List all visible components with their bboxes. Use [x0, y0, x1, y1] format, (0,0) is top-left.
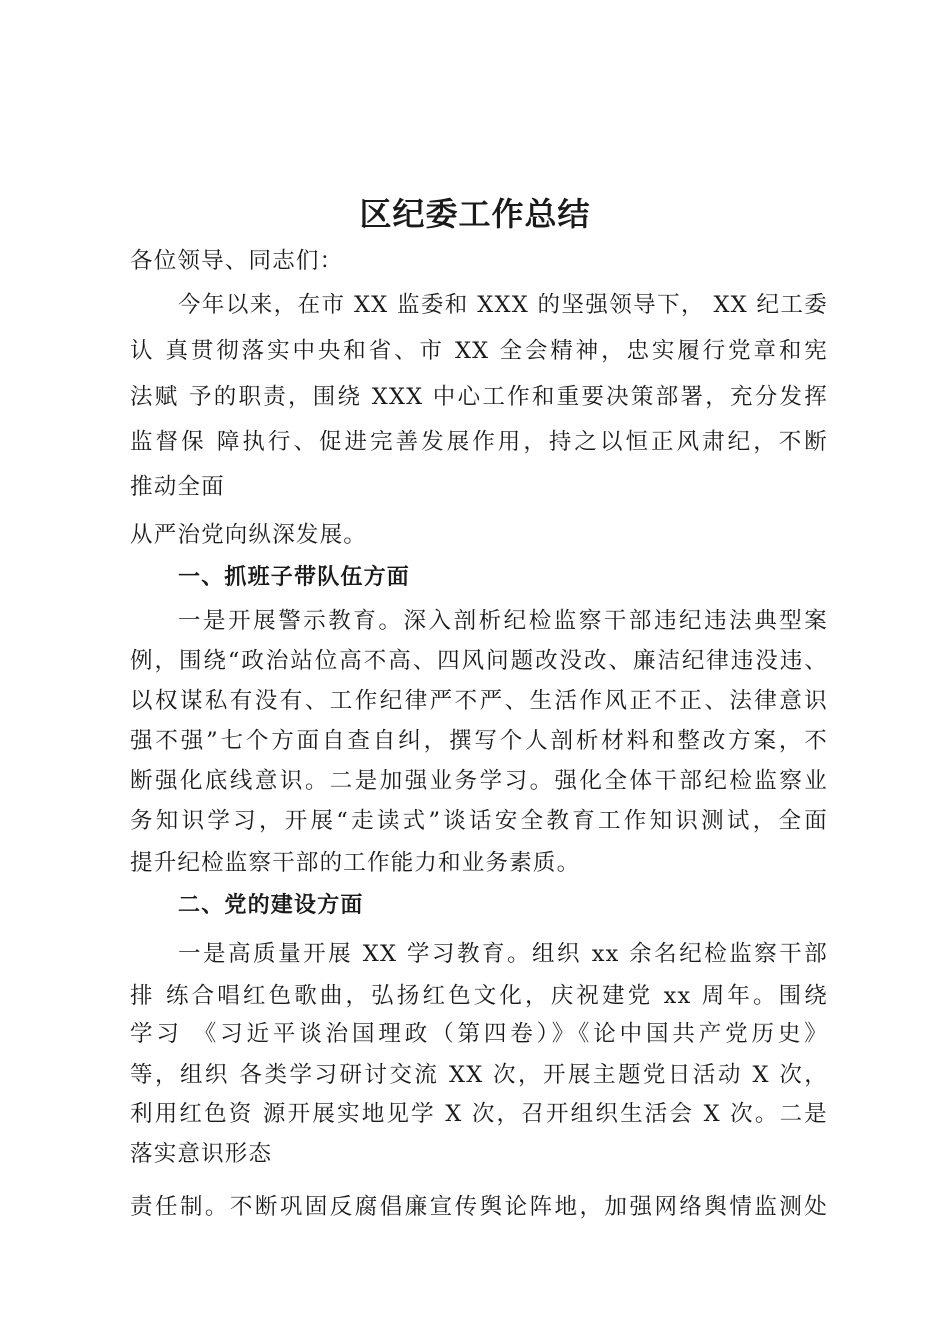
paragraph-line: 务知识学习，开展“走读式”谈话安全教育工作知识测试，全面 [130, 808, 828, 834]
paragraph-line: 学习 《习近平谈治国理政（第四卷）》《论中国共产党历史》 [130, 1021, 828, 1047]
paragraph-line: 例，围绕“政治站位高不高、四风问题改没改、廉洁纪律违没违、 [130, 648, 828, 674]
paragraph-line: 监督保 障执行、促进完善发展作用，持之以恒正风肃纪，不断 [130, 429, 828, 455]
paragraph-line: 以权谋私有没有、工作纪律严不严、生活作风正不正、法律意识 [130, 688, 828, 714]
paragraph-line: 从严治党向纵深发展。 [130, 522, 368, 548]
paragraph-line: 推动全面 [130, 474, 225, 500]
paragraph-line: 提升纪检监察干部的工作能力和业务素质。 [130, 850, 581, 876]
paragraph-line: 责任制。不断巩固反腐倡廉宣传舆论阵地，加强网络舆情监测处 [130, 1194, 828, 1220]
paragraph-line: 落实意识形态 [130, 1141, 273, 1167]
paragraph-line: 今年以来，在市 XX 监委和 XXX 的坚强领导下， XX 纪工委 [178, 292, 828, 318]
paragraph-line: 断强化底线意识。二是加强业务学习。强化全体干部纪检监察业 [130, 768, 828, 794]
document-title: 区纪委工作总结 [359, 195, 591, 233]
paragraph-line: 法赋 予的职责，围绕 XXX 中心工作和重要决策部署，充分发挥 [130, 384, 828, 410]
paragraph-line: 等，组织 各类学习研讨交流 XX 次，开展主题党日活动 X 次， [130, 1062, 828, 1088]
paragraph-line: 一是高质量开展 XX 学习教育。组织 xx 余名纪检监察干部 [178, 941, 828, 967]
paragraph-line: 排 练合唱红色歌曲，弘扬红色文化，庆祝建党 xx 周年。围绕 [130, 983, 828, 1009]
section-heading: 一、抓班子带队伍方面 [178, 565, 411, 590]
section-heading: 二、党的建设方面 [178, 893, 364, 918]
paragraph-line: 利用红色资 源开展实地见学 X 次，召开组织生活会 X 次。二是 [130, 1101, 828, 1127]
greeting: 各位领导、同志们： [130, 248, 344, 274]
paragraph-line: 强不强”七个方面自查自纠，撰写个人剖析材料和整改方案，不 [130, 728, 828, 754]
paragraph-line: 一是开展警示教育。深入剖析纪检监察干部违纪违法典型案 [178, 608, 828, 634]
paragraph-line: 认 真贯彻落实中央和省、市 XX 全会精神，忠实履行党章和宪 [130, 338, 828, 364]
